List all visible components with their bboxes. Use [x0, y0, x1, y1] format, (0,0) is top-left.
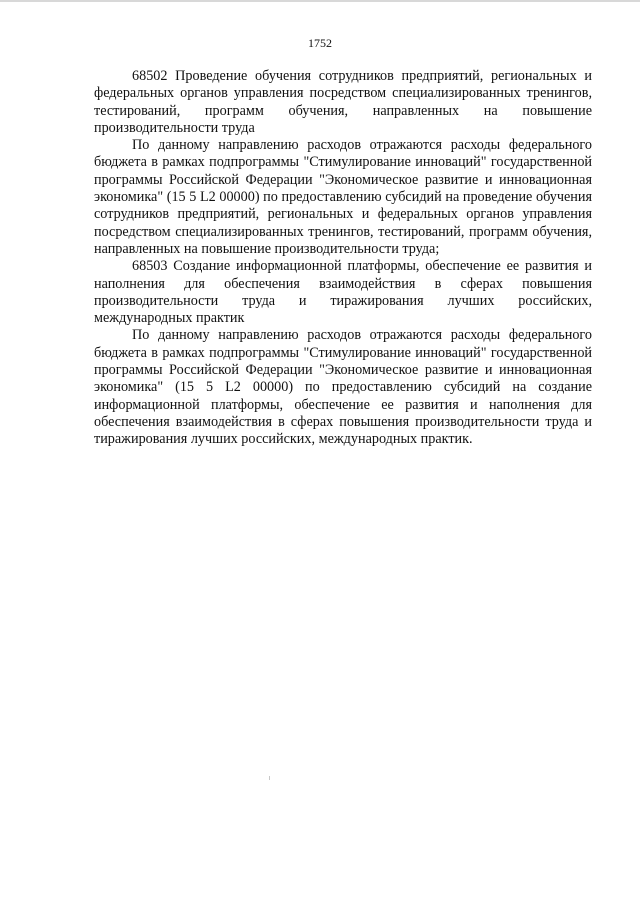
- document-body: [94, 68, 592, 449]
- paragraph-68503-heading: 68503 Создание информационной платформы, обеспечение ее развития и наполнения для обеспечения взаимодействия в сферах повышения производительности труда и тиражирования лучших российских, международных практик: [94, 258, 592, 327]
- paragraph-68502-description: По данному направлению расходов отражаются расходы федерального бюджета в рамках подпрограммы "Стимулирование инноваций" государственной программы Российской Федерации "Экономическое развитие и инновационная экономика" (15 5 L2 00000) по предоставлению субсидий на проведение обучения сотрудников предприятий, региональных и федеральных органов управления посредством специализированных тренингов, тестирований, программ обучения, направленных на повышение производительности труда;: [94, 137, 592, 257]
- paragraph-68503-description: По данному направлению расходов отражаются расходы федерального бюджета в рамках подпрограммы "Стимулирование инноваций" государственной программы Российской Федерации "Экономическое развитие и инновационная экономика" (15 5 L2 00000) по предоставлению субсидий на создание информационной платформы, обеспечение ее развития и наполнения для обеспечения взаимодействия в сферах повышения производительности труда и тиражирования лучших российских, международных практик.: [94, 327, 592, 448]
- scan-speck: [269, 776, 270, 780]
- page-top-edge: [0, 0, 640, 2]
- paragraph-68502-heading: 68502 Проведение обучения сотрудников предприятий, региональных и федеральных органов управления посредством специализированных тренингов, тестирований, программ обучения, направленных на повышение производительности труда: [94, 68, 592, 136]
- page-number: 1752: [308, 36, 332, 50]
